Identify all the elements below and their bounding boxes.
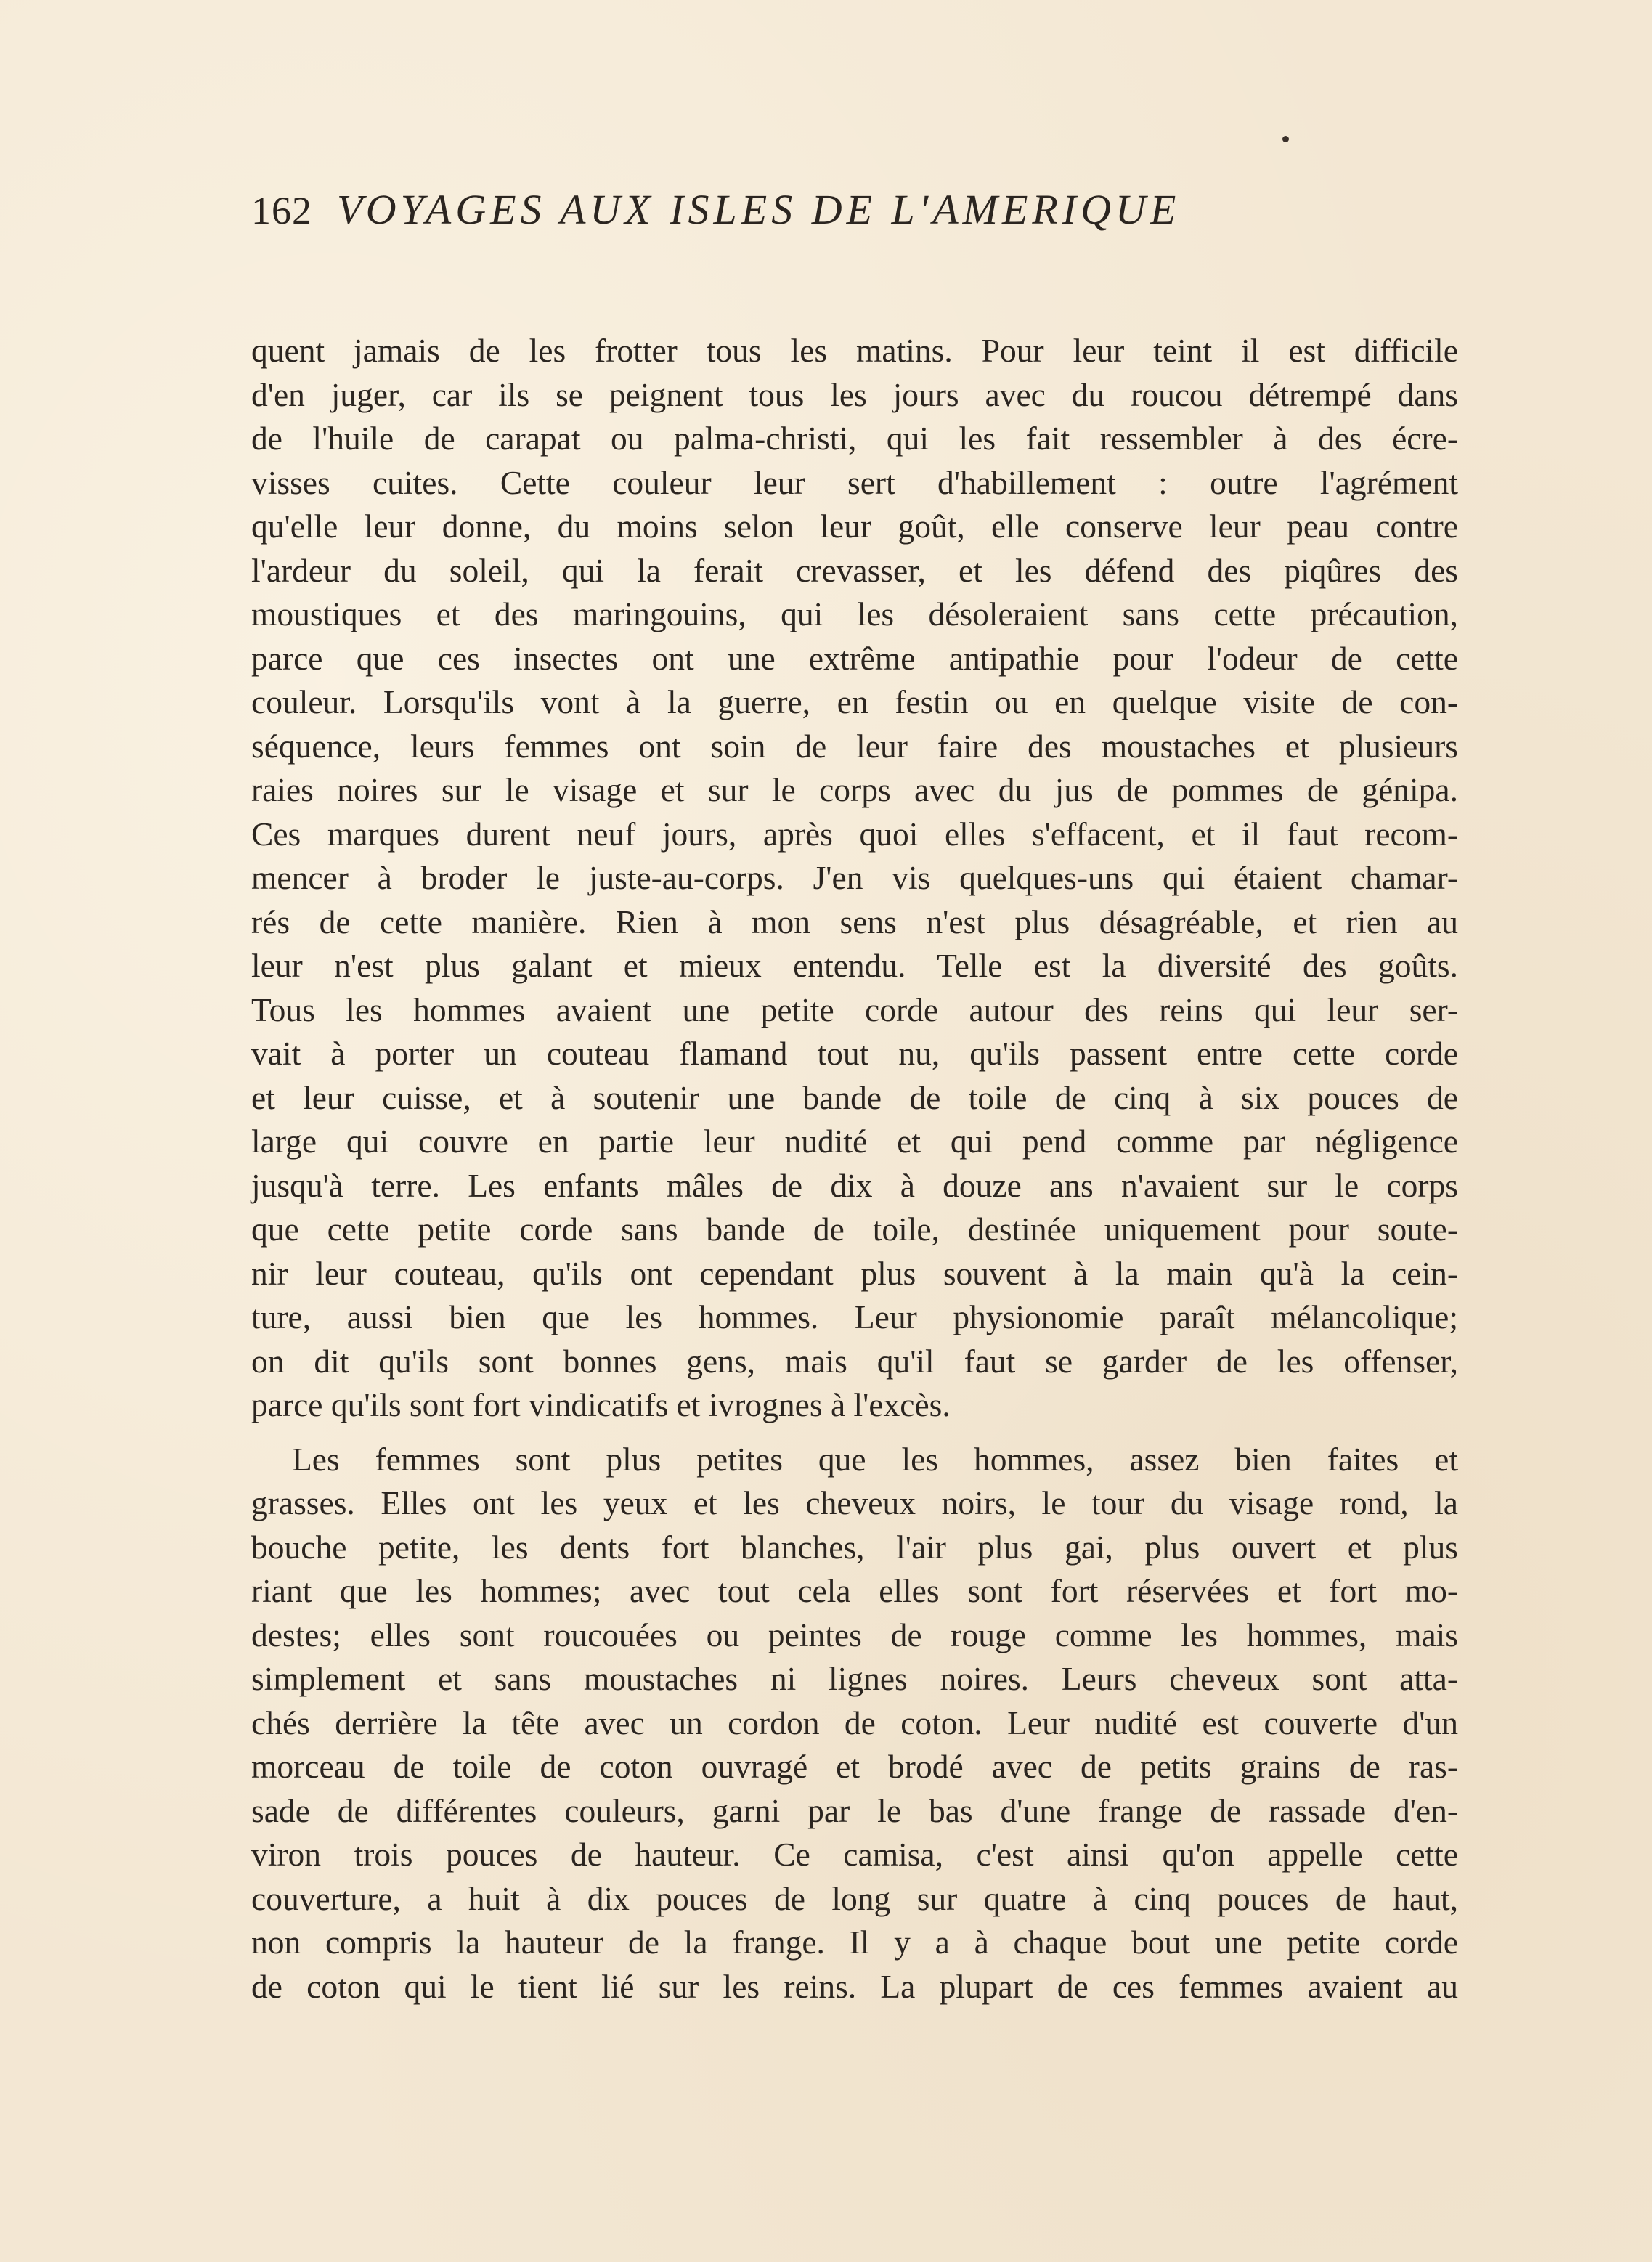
- text-line: vait à porter un couteau flamand tout nu, qu'ils passent entre cette corde: [251, 1035, 1458, 1072]
- text-line: bouche petite, les dents fort blanches, l'air plus gai, plus ouvert et plus: [251, 1528, 1458, 1566]
- text-line: riant que les hommes; avec tout cela elles sont fort réservées et fort mo-: [251, 1572, 1458, 1609]
- running-title: VOYAGES AUX ISLES DE L'AMERIQUE: [337, 186, 1181, 233]
- text-line: moustiques et des maringouins, qui les désoleraient sans cette précaution,: [251, 595, 1458, 632]
- paragraph-gap: [251, 1428, 1458, 1438]
- text-line: viron trois pouces de hauteur. Ce camisa, c'est ainsi qu'on appelle cette: [251, 1836, 1458, 1873]
- text-line: quent jamais de les frotter tous les matins. Pour leur teint il est difficile: [251, 332, 1458, 369]
- paragraph-1: [251, 329, 1458, 1428]
- text-line: Les femmes sont plus petites que les hommes, assez bien faites et: [292, 1440, 1458, 1478]
- text-line: visses cuites. Cette couleur leur sert d'habillement : outre l'agrément: [251, 463, 1458, 501]
- text-line: Tous les hommes avaient une petite corde autour des reins qui leur ser-: [251, 990, 1458, 1028]
- paragraph-2: [251, 1438, 1458, 2009]
- text-line: large qui couvre en partie leur nudité et qui pend comme par négligence: [251, 1123, 1458, 1160]
- text-line: d'en juger, car ils se peignent tous les jours avec du roucou détrempé dans: [251, 375, 1458, 413]
- text-line: couverture, a huit à dix pouces de long sur quatre à cinq pouces de haut,: [251, 1879, 1458, 1917]
- text-line: jusqu'à terre. Les enfants mâles de dix à douze ans n'avaient sur le corps: [251, 1166, 1458, 1204]
- text-line: rés de cette manière. Rien à mon sens n'est plus désagréable, et rien au: [251, 903, 1458, 940]
- body-text: [251, 329, 1458, 2009]
- text-line: séquence, leurs femmes ont soin de leur faire des moustaches et plusieurs: [251, 727, 1458, 765]
- text-line: parce qu'ils sont fort vindicatifs et ivrognes à l'excès.: [251, 1386, 951, 1423]
- text-line: Ces marques durent neuf jours, après quoi elles s'effacent, et il faut recom-: [251, 815, 1458, 853]
- text-line: que cette petite corde sans bande de toile, destinée uniquement pour soute-: [251, 1211, 1458, 1248]
- text-line: destes; elles sont roucouées ou peintes de rouge comme les hommes, mais: [251, 1616, 1458, 1653]
- text-line: on dit qu'ils sont bonnes gens, mais qu'il faut se garder de les offenser,: [251, 1342, 1458, 1380]
- page-number: 162: [251, 189, 312, 232]
- text-line: simplement et sans moustaches ni lignes noires. Leurs cheveux sont atta-: [251, 1660, 1458, 1697]
- text-line: de l'huile de carapat ou palma-christi, qui les fait ressembler à des écre-: [251, 420, 1458, 457]
- running-head: [251, 185, 1458, 254]
- text-line: couleur. Lorsqu'ils vont à la guerre, en festin ou en quelque visite de con-: [251, 683, 1458, 720]
- text-line: sade de différentes couleurs, garni par le bas d'une frange de rassade d'en-: [251, 1791, 1458, 1829]
- text-line: qu'elle leur donne, du moins selon leur goût, elle conserve leur peau contre: [251, 508, 1458, 545]
- text-line: leur n'est plus galant et mieux entendu. Telle est la diversité des goûts.: [251, 947, 1458, 984]
- text-line: de coton qui le tient lié sur les reins. La plupart de ces femmes avaient au: [251, 1967, 1458, 2005]
- text-line: grasses. Elles ont les yeux et les cheveux noirs, le tour du visage rond, la: [251, 1484, 1458, 1521]
- ink-speck: [1282, 136, 1289, 142]
- text-line: ture, aussi bien que les hommes. Leur physionomie paraît mélancolique;: [251, 1298, 1458, 1335]
- text-line: mencer à broder le juste-au-corps. J'en vis quelques-uns qui étaient chamar-: [251, 859, 1458, 896]
- text-line: non compris la hauteur de la frange. Il y a à chaque bout une petite corde: [251, 1924, 1458, 1961]
- text-line: morceau de toile de coton ouvragé et brodé avec de petits grains de ras-: [251, 1748, 1458, 1785]
- text-line: l'ardeur du soleil, qui la ferait crevasser, et les défend des piqûres des: [251, 551, 1458, 589]
- book-page: [251, 185, 1458, 2009]
- text-line: et leur cuisse, et à soutenir une bande de toile de cinq à six pouces de: [251, 1078, 1458, 1116]
- text-line: nir leur couteau, qu'ils ont cependant plus souvent à la main qu'à la cein-: [251, 1254, 1458, 1292]
- text-line: parce que ces insectes ont une extrême antipathie pour l'odeur de cette: [251, 639, 1458, 677]
- text-line: chés derrière la tête avec un cordon de coton. Leur nudité est couverte d'un: [251, 1704, 1458, 1741]
- text-line: raies noires sur le visage et sur le corps avec du jus de pommes de génipa.: [251, 771, 1458, 808]
